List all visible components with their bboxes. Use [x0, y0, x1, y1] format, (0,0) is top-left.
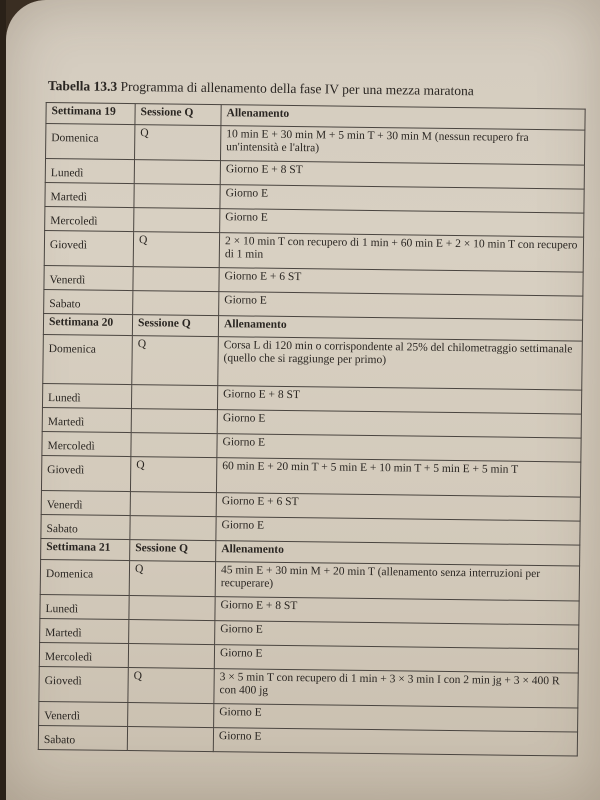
day-label: Martedì [50, 191, 88, 204]
training-cell: Giorno E [219, 292, 583, 320]
week-label: Settimana 19 [46, 103, 135, 125]
session-cell [131, 433, 217, 458]
day-label: Venerdì [46, 499, 83, 512]
day-cell [43, 334, 133, 384]
session-cell [133, 291, 219, 316]
day-cell [38, 725, 127, 750]
session-cell [128, 644, 214, 669]
training-header: Allenamento [221, 105, 585, 130]
day-cell [45, 182, 134, 207]
session-header: Sessione Q [135, 104, 221, 126]
training-cell: Giorno E [220, 185, 584, 213]
day-label: Sabato [49, 298, 81, 311]
day-cell [45, 206, 134, 231]
training-cell: 45 min E + 30 min M + 20 min T (allenamento senza interruzioni per recuperare) [215, 562, 579, 601]
day-cell [42, 407, 131, 432]
day-cell [42, 383, 131, 408]
training-cell: Giorno E + 6 ST [216, 493, 580, 521]
table-container [38, 78, 586, 757]
training-cell: Giorno E + 8 ST [220, 161, 584, 189]
session-cell [128, 703, 214, 728]
training-cell: Giorno E [220, 209, 584, 237]
day-cell [40, 594, 129, 619]
session-cell: Q [133, 232, 219, 268]
session-cell: Q [132, 336, 219, 386]
training-cell: 10 min E + 30 min M + 5 min T + 30 min M (nessun recupero fra un'intensità e l'altra) [221, 126, 585, 165]
caption-title: Programma di allenamento della fase IV per una mezza maratona [120, 78, 474, 99]
day-label: Mercoledì [47, 440, 95, 453]
training-header: Allenamento [216, 541, 580, 566]
day-cell [41, 514, 130, 539]
training-cell: Giorno E + 8 ST [215, 597, 579, 625]
day-label: Lunedì [45, 603, 79, 616]
day-label: Domenica [48, 343, 97, 356]
day-cell [44, 230, 133, 266]
day-cell [39, 701, 128, 726]
day-label: Giovedì [47, 464, 85, 477]
session-cell [131, 409, 217, 434]
day-label: Domenica [45, 568, 94, 581]
day-label: Lunedì [50, 167, 84, 180]
day-label: Sabato [46, 523, 78, 536]
training-cell: Giorno E + 6 ST [219, 268, 583, 296]
session-cell [130, 492, 216, 517]
session-cell: Q [130, 457, 216, 493]
training-cell: Giorno E [217, 434, 581, 462]
training-cell: 3 × 5 min T con recupero di 1 min + 3 × 3 min I con 2 min jg + 3 × 400 R con 400 jg [214, 669, 578, 708]
day-label: Giovedì [49, 239, 88, 252]
caption-number: Tabella 13.3 [47, 78, 118, 94]
training-cell: Giorno E [216, 517, 580, 545]
day-label: Venerdì [44, 710, 81, 723]
day-label: Mercoledì [50, 215, 98, 228]
session-cell [130, 516, 216, 541]
day-cell [39, 642, 128, 667]
day-cell [41, 490, 130, 515]
book-page [6, 0, 600, 800]
session-cell [134, 208, 220, 233]
training-cell: Giorno E [213, 728, 577, 756]
training-cell: 60 min E + 20 min T + 5 min E + 10 min T + 5 min E + 5 min T [216, 458, 580, 497]
day-cell [46, 124, 135, 160]
week-label: Settimana 21 [41, 538, 130, 560]
day-label: Sabato [43, 734, 76, 747]
day-label: Martedì [45, 627, 82, 640]
day-cell [45, 159, 134, 184]
session-cell: Q [129, 561, 215, 597]
day-label: Martedì [47, 416, 85, 429]
day-cell [39, 666, 128, 702]
session-cell [129, 596, 215, 621]
session-cell: Q [135, 125, 221, 161]
training-cell: Giorno E [214, 645, 578, 673]
day-label: Venerdì [49, 274, 86, 287]
session-cell [133, 267, 219, 292]
day-cell [40, 559, 129, 595]
day-label: Giovedì [44, 675, 82, 688]
table-caption [48, 78, 586, 101]
training-cell: Giorno E + 8 ST [217, 386, 581, 414]
session-cell [127, 727, 213, 752]
table-row [43, 334, 583, 390]
training-cell: Giorno E [217, 410, 581, 438]
day-cell [44, 289, 133, 314]
session-cell [129, 620, 215, 645]
day-cell [42, 431, 131, 456]
day-cell [40, 618, 129, 643]
session-header: Sessione Q [130, 540, 216, 562]
training-header: Allenamento [218, 316, 582, 341]
day-cell [44, 265, 133, 290]
day-label: Domenica [51, 132, 99, 145]
week-label: Settimana 20 [43, 313, 132, 335]
session-cell [134, 160, 220, 185]
training-table [38, 102, 586, 757]
session-cell: Q [128, 668, 214, 704]
training-cell: 2 × 10 min T con recupero di 1 min + 60 min E + 2 × 10 min T con recupero di 1 min [219, 233, 583, 272]
training-cell: Corsa L di 120 min o corrispondente al 25% del chilometraggio settimanale (quello che si raggiunge per primo) [218, 337, 583, 390]
session-cell [134, 184, 220, 209]
training-cell: Giorno E [214, 704, 578, 732]
session-cell [131, 385, 217, 410]
session-header: Sessione Q [132, 315, 218, 337]
day-label: Mercoledì [44, 651, 93, 664]
training-cell: Giorno E [215, 621, 579, 649]
day-label: Lunedì [48, 392, 81, 405]
day-cell [41, 455, 130, 491]
